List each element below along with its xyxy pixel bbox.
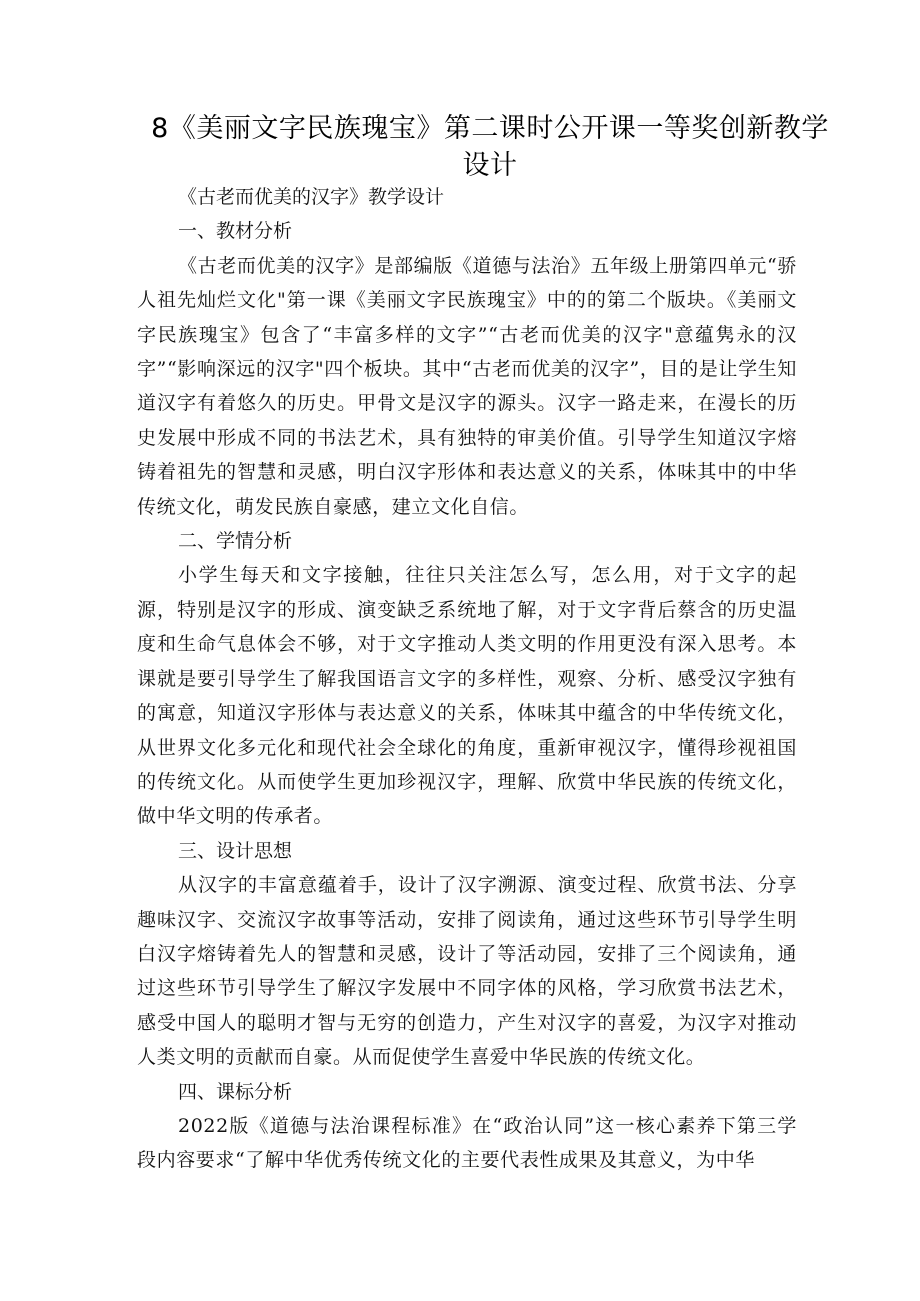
section-paragraph-student-analysis: 小学生每天和文字接触，往往只关注怎么写，怎么用，对于文字的起源，特别是汉字的形成、演变缺乏系统地了解，对于文字背后蔡含的历史温度和生命气息体会不够，对于文字推动人类文明的作用更没有深入思考。本课就是要引导学生了解我国语言文字的多样性，观察、分析、感受汉字独有的寓意，知道汉字形体与表达意义的关系，体味其中蕴含的中华传统文化，从世界文化多元化和现代社会全球化的角度，重新审视汉字，懂得珍视祖国的传统文化。从而使学生更加珍视汉字，理解、欣赏中华民族的传统文化，做中华文明的传承者。 [137,564,797,828]
document-title: 8《美丽文字民族瑰宝》第二课时公开课一等奖创新教学设计 [151,113,829,181]
section-heading-curriculum-analysis: 四、课标分析 [178,1080,293,1103]
section-paragraph-textbook-analysis: 《古老而优美的汉字》是部编版《道德与法治》五年级上册第四单元“骄人祖先灿烂文化"第一课《美丽文字民族瑰宝》中的的第二个版块。《美丽文字民族瑰宝》包含了“丰富多样的文字”“古老而优美的汉字"意蕴隽永的汉字”“影响深远的汉字"四个板块。其中“古老而优美的汉字”，目的是让学生知道汉字有着悠久的历史。甲骨文是汉字的源头。汉字一路走来，在漫长的历史发展中形成不同的书法艺术，具有独特的审美价值。引导学生知道汉字熔铸着祖先的智慧和灵感，明白汉字形体和表达意义的关系，体味其中的中华传统文化，萌发民族自豪感，建立文化自信。 [137,254,797,518]
document-body [137,180,797,1178]
section-heading-design-idea: 三、设计思想 [178,839,293,862]
document-subtitle: 《古老而优美的汉字》教学设计 [178,186,445,208]
section-paragraph-design-idea: 从汉字的丰富意蕴着手，设计了汉字溯源、演变过程、欣赏书法、分享趣味汉字、交流汉字故事等活动，安排了阅读角，通过这些环节引导学生明白汉字熔铸着先人的智慧和灵感，设计了等活动园，安排了三个阅读角，通过这些环节引导学生了解汉字发展中不同字体的风格，学习欣赏书法艺术，感受中国人的聪明才智与无穷的创造力，产生对汉字的喜爱，为汉字对推动人类文明的贡献而自豪。从而促使学生喜爱中华民族的传统文化。 [137,874,797,1069]
section-paragraph-curriculum-analysis: 2022版《道德与法治课程标准》在“政治认同”这一核心素养下第三学段内容要求“了解中华优秀传统文化的主要代表性成果及其意义，为中华 [137,1114,797,1172]
section-heading-student-analysis: 二、学情分析 [178,530,293,553]
section-heading-textbook-analysis: 一、教材分析 [178,220,293,243]
